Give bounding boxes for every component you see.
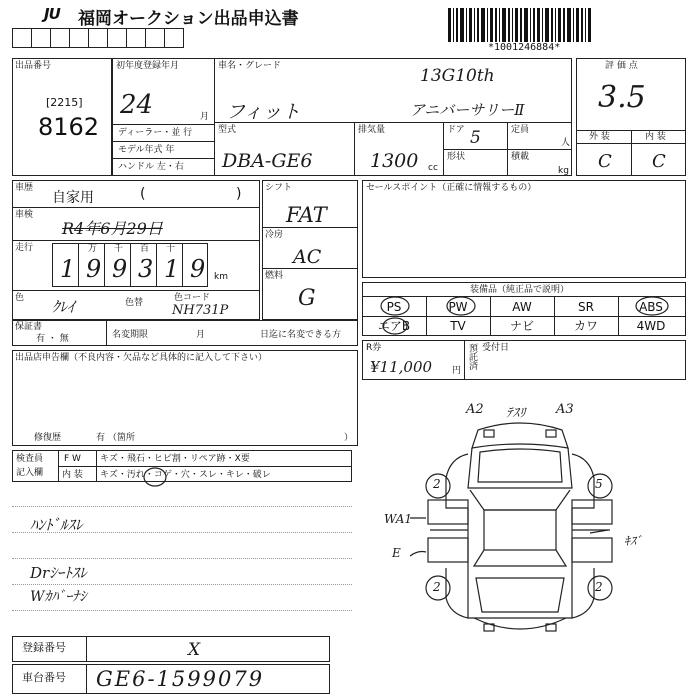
diagram-mark-scratch: ｷｽﾞ	[624, 534, 643, 548]
name-change-note: 日迄に名変できる方	[260, 330, 342, 340]
month-unit: 月	[200, 112, 210, 122]
car-edition: アニバーサリーⅡ	[410, 101, 525, 119]
doors-value: 5	[470, 128, 481, 148]
mileage-digit: 9	[86, 255, 102, 283]
equipment-label: 装備品（純正品で説明）	[470, 285, 570, 295]
car-name-label: 車名・グレード	[218, 61, 282, 71]
wheel-front-right-depth: 5	[595, 477, 603, 491]
capacity-unit: 人	[561, 138, 571, 148]
equipment-leather: カワ	[573, 319, 598, 333]
aircon-label: 冷房	[265, 230, 284, 240]
usage-paren-close: )	[236, 186, 242, 202]
mileage-digit: 1	[60, 255, 76, 283]
diagram-mark-rail: ﾃｽﾘ	[506, 406, 526, 421]
color-value: ｸﾚｲ	[52, 298, 75, 316]
mileage-digit: 9	[190, 255, 206, 283]
rating-label: 評 価 点	[605, 61, 638, 71]
recycle-unit: 円	[452, 366, 462, 376]
form-title: 福岡オークション出品申込書	[78, 9, 299, 29]
displacement-unit: cc	[428, 163, 438, 173]
fuel-value: G	[298, 286, 316, 311]
car-name: フィット	[226, 101, 301, 123]
interior-label: 内 装	[645, 132, 666, 142]
warranty-label: 保証書	[15, 322, 43, 332]
equipment-tv: TV	[450, 319, 466, 333]
loading-label: 積載	[511, 152, 530, 162]
registration-value: X	[188, 640, 201, 660]
inspector-label-1: 検査員	[16, 454, 44, 464]
registration-label: 登録番号	[22, 641, 66, 654]
seller-notes-label: 出品店申告欄（不良内容・欠品など具体的に記入して下さい）	[15, 353, 268, 363]
handle-line: ハンドル 左・右	[118, 162, 184, 172]
first-registration-year: 24	[120, 90, 154, 120]
equipment-pw: PW	[448, 300, 468, 314]
inspector-label-2: 記入欄	[16, 468, 44, 478]
shape-label: 形状	[447, 152, 466, 162]
fuel-label: 燃料	[265, 271, 284, 281]
equipment-ps: PS	[386, 300, 402, 314]
note-w-cover-missing: Wｶﾊﾞｰﾅｼ	[30, 589, 87, 605]
inspector-circle-mark	[140, 464, 170, 488]
equipment-4wd: 4WD	[636, 319, 666, 333]
color-code-value: NH731P	[172, 303, 229, 318]
repair-history-close: ）	[344, 433, 354, 443]
checkbox-strip	[12, 28, 184, 48]
sales-point-label: セールスポイント（正確に情報するもの）	[366, 183, 537, 193]
chassis-label: 車台番号	[22, 671, 66, 684]
mileage-digit-boxes	[52, 243, 208, 287]
mileage-label: 走行	[15, 243, 34, 253]
inspector-interior: 内 装	[62, 470, 83, 480]
mileage-unit-sen: 千	[114, 244, 124, 254]
color-change-label: 色替	[125, 298, 144, 308]
name-change-month: 月	[196, 330, 206, 340]
aircon-value: AC	[293, 246, 322, 268]
car-diagram	[410, 418, 630, 648]
equipment-circle-marks	[362, 296, 686, 336]
mileage-unit-juu: 十	[166, 244, 176, 254]
capacity-label: 定員	[511, 125, 530, 135]
car-grade: 13G10th	[420, 66, 495, 86]
doors-label: ドア	[447, 125, 465, 135]
rating-score: 3.5	[598, 80, 646, 115]
inspector-fw-items: キズ・飛石・ヒビ割・リペア跡・X要	[100, 454, 250, 464]
mileage-digit: 9	[112, 255, 128, 283]
diagram-mark-e: E	[392, 546, 401, 560]
name-change-label: 名変期限	[112, 330, 149, 340]
equipment-navi: ナビ	[509, 319, 534, 333]
exterior-grade: C	[598, 151, 612, 172]
model-type-label: 型式	[218, 125, 237, 135]
exterior-label: 外 装	[589, 132, 610, 142]
inspection-value: R4年6月29日	[62, 219, 163, 238]
repair-history-label: 修復歴	[34, 433, 62, 443]
note-handle-wear: ﾊﾝﾄﾞﾙｽﾚ	[30, 516, 83, 534]
loading-unit: kg	[558, 166, 569, 176]
company-logo: JU	[44, 5, 60, 23]
lot-number-label: 出品番号	[15, 61, 52, 71]
equipment-aw: AW	[512, 300, 532, 314]
recycle-receipt-label: 受付日	[482, 343, 510, 353]
usage-paren-open: (	[140, 186, 146, 202]
lot-sub-number: [2215]	[46, 96, 83, 109]
equipment-airbag: エアB	[377, 319, 411, 333]
wheel-front-left-depth: 2	[433, 477, 441, 491]
mileage-unit-hyaku: 百	[140, 244, 150, 254]
inspector-interior-items: キズ・汚れ・コゲ・穴・スレ・キレ・破レ	[100, 470, 271, 480]
color-label: 色	[15, 293, 25, 303]
recycle-value: ¥11,000	[370, 358, 433, 376]
barcode	[448, 8, 591, 42]
sales-point-box	[362, 180, 686, 278]
inspection-label: 車検	[15, 210, 34, 220]
equipment-sr: SR	[578, 300, 594, 314]
lot-number: 8162	[38, 113, 100, 141]
mileage-digit: 3	[138, 255, 154, 283]
mileage-unit: km	[214, 272, 228, 282]
equipment-abs: ABS	[639, 300, 663, 314]
recycle-deposit-label: 預託済	[467, 343, 477, 370]
mileage-unit-man: 万	[88, 244, 98, 254]
wheel-rear-right-depth: 2	[595, 580, 603, 594]
recycle-label: R券	[366, 343, 382, 353]
first-registration-label: 初年度登録年月	[116, 61, 180, 71]
diagram-mark-a2: A2	[466, 402, 484, 417]
warranty-values: 有 ・ 無	[36, 334, 69, 344]
displacement-value: 1300	[370, 150, 419, 172]
interior-grade: C	[652, 151, 666, 172]
mileage-digit: 1	[164, 255, 180, 283]
dealer-line: ディーラー・並 行	[118, 128, 193, 138]
usage-label: 車歴	[15, 183, 34, 193]
wheel-rear-left-depth: 2	[433, 580, 441, 594]
model-type-value: DBA-GE6	[222, 150, 313, 172]
chassis-value: GE6-1599079	[96, 667, 265, 691]
color-code-label: 色コード	[174, 293, 211, 303]
barcode-text: *1001246884*	[488, 42, 561, 53]
diagram-mark-wa1: WA1	[384, 512, 413, 526]
repair-history-values: 有 （箇所	[96, 433, 135, 443]
model-year-line: モデル年式 年	[118, 145, 175, 155]
usage-value: 自家用	[52, 190, 94, 206]
seller-notes-box	[12, 350, 358, 446]
shift-value: FAT	[286, 203, 327, 227]
diagram-mark-a3: A3	[556, 402, 574, 417]
note-driver-seat-wear: Drｼｰﾄｽﾚ	[30, 564, 87, 582]
inspector-fw: F W	[64, 454, 81, 464]
displacement-label: 排気量	[358, 125, 386, 135]
shift-label: シフト	[265, 183, 293, 193]
